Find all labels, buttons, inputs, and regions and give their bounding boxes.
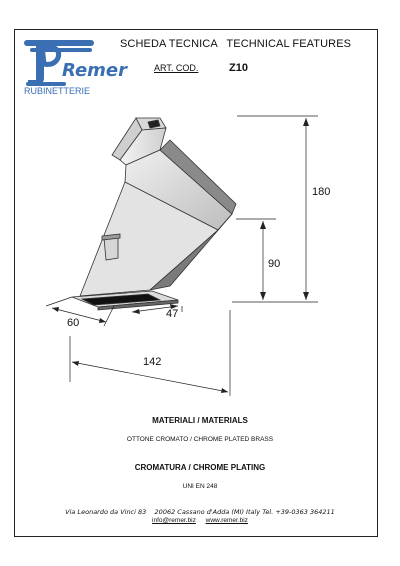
faucet-body <box>72 118 236 310</box>
materials-text: OTTONE CROMATO / CHROME PLATED BRASS <box>126 436 274 443</box>
plating-text: UNI EN 248 <box>182 483 218 490</box>
dim-base-width: 60 <box>67 317 80 329</box>
dim-height-total: 180 <box>312 186 331 198</box>
dim-reach: 142 <box>143 356 162 368</box>
dim-base-depth: 47 <box>166 308 179 320</box>
website-link[interactable]: www.remer.biz <box>205 517 248 524</box>
email-link[interactable]: info@remer.biz <box>152 517 196 524</box>
dim-height-spout: 90 <box>268 258 281 270</box>
materials-heading: MATERIALI / MATERIALS <box>152 416 248 425</box>
footer-links <box>0 517 400 524</box>
sheet-title: SCHEDA TECNICA TECHNICAL FEATURES <box>120 38 352 50</box>
footer-address: Via Leonardo da Vinci 83 20062 Cassano d'Adda (MI) Italy Tel. +39-0363 364211 <box>65 508 335 516</box>
article-code-value: Z10 <box>229 62 248 74</box>
article-code-label: ART. COD. <box>154 63 199 73</box>
brand-name: Remer <box>62 60 128 81</box>
plating-heading: CROMATURA / CHROME PLATING <box>134 463 266 472</box>
brand-subtitle: RUBINETTERIE <box>24 86 91 96</box>
